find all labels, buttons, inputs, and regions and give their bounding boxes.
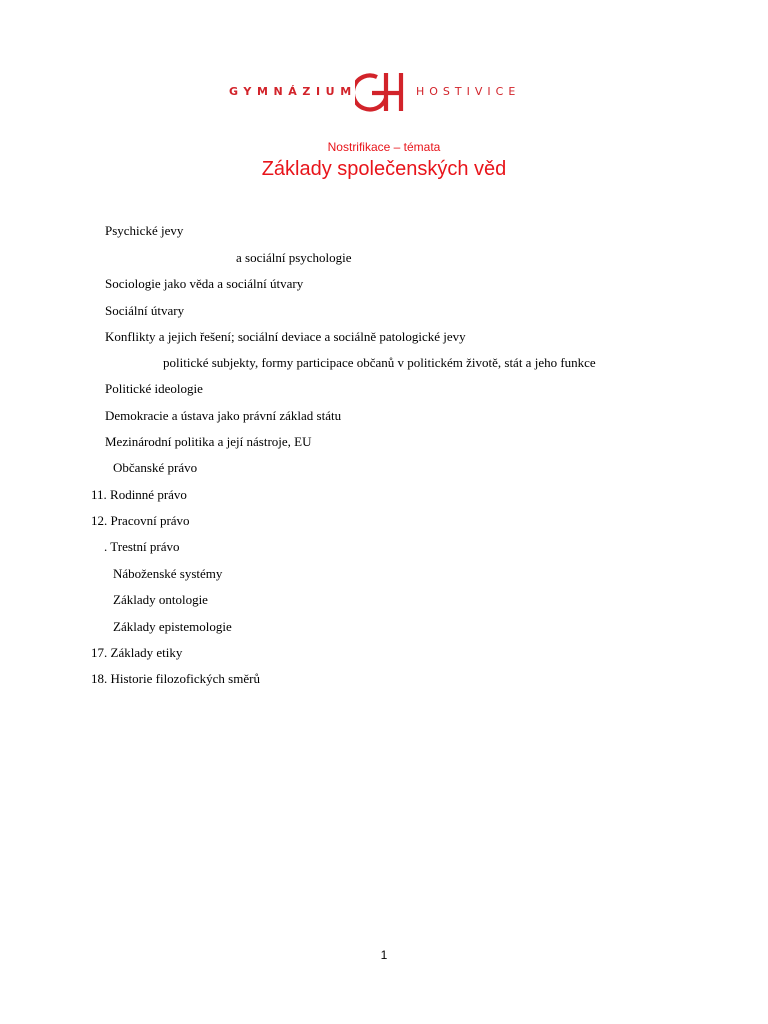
topic-item: . Trestní právo [104, 539, 180, 554]
gh-monogram-icon [355, 72, 407, 112]
topic-item: a sociální psychologie [236, 250, 352, 265]
topic-item: Sociální útvary [105, 303, 185, 318]
topic-item: 18. Historie filozofických směrů [91, 671, 260, 686]
topic-item: Náboženské systémy [113, 566, 223, 581]
topic-item: Mezinárodní politika a její nástroje, EU [105, 434, 312, 449]
topic-item: Psychické jevy [105, 223, 184, 238]
document-title: Základy společenských věd [261, 158, 507, 180]
topic-item: Občanské právo [113, 460, 198, 475]
logo-text-gymnazium: GYMNÁZIUM [229, 85, 357, 98]
topic-item: 17. Základy etiky [91, 645, 183, 660]
topic-item: 11. Rodinné právo [91, 487, 187, 502]
page-number: 1 [380, 948, 388, 962]
topic-item: 12. Pracovní právo [91, 513, 190, 528]
topic-item: Sociologie jako věda a sociální útvary [105, 276, 304, 291]
document-subtitle: Nostrifikace – témata [327, 140, 441, 154]
topic-item: politické subjekty, formy participace občanů v politickém životě, stát a jeho funkce [163, 355, 596, 370]
logo-text-hostivice: HOSTIVICE [416, 85, 521, 98]
topic-item: Základy ontologie [113, 592, 208, 607]
topic-item: Základy epistemologie [113, 619, 232, 634]
topic-item: Konflikty a jejich řešení; sociální deviace a sociálně patologické jevy [105, 329, 466, 344]
topic-item: Politické ideologie [105, 381, 203, 396]
topic-item: Demokracie a ústava jako právní základ státu [105, 408, 342, 423]
school-logo [0, 70, 768, 114]
